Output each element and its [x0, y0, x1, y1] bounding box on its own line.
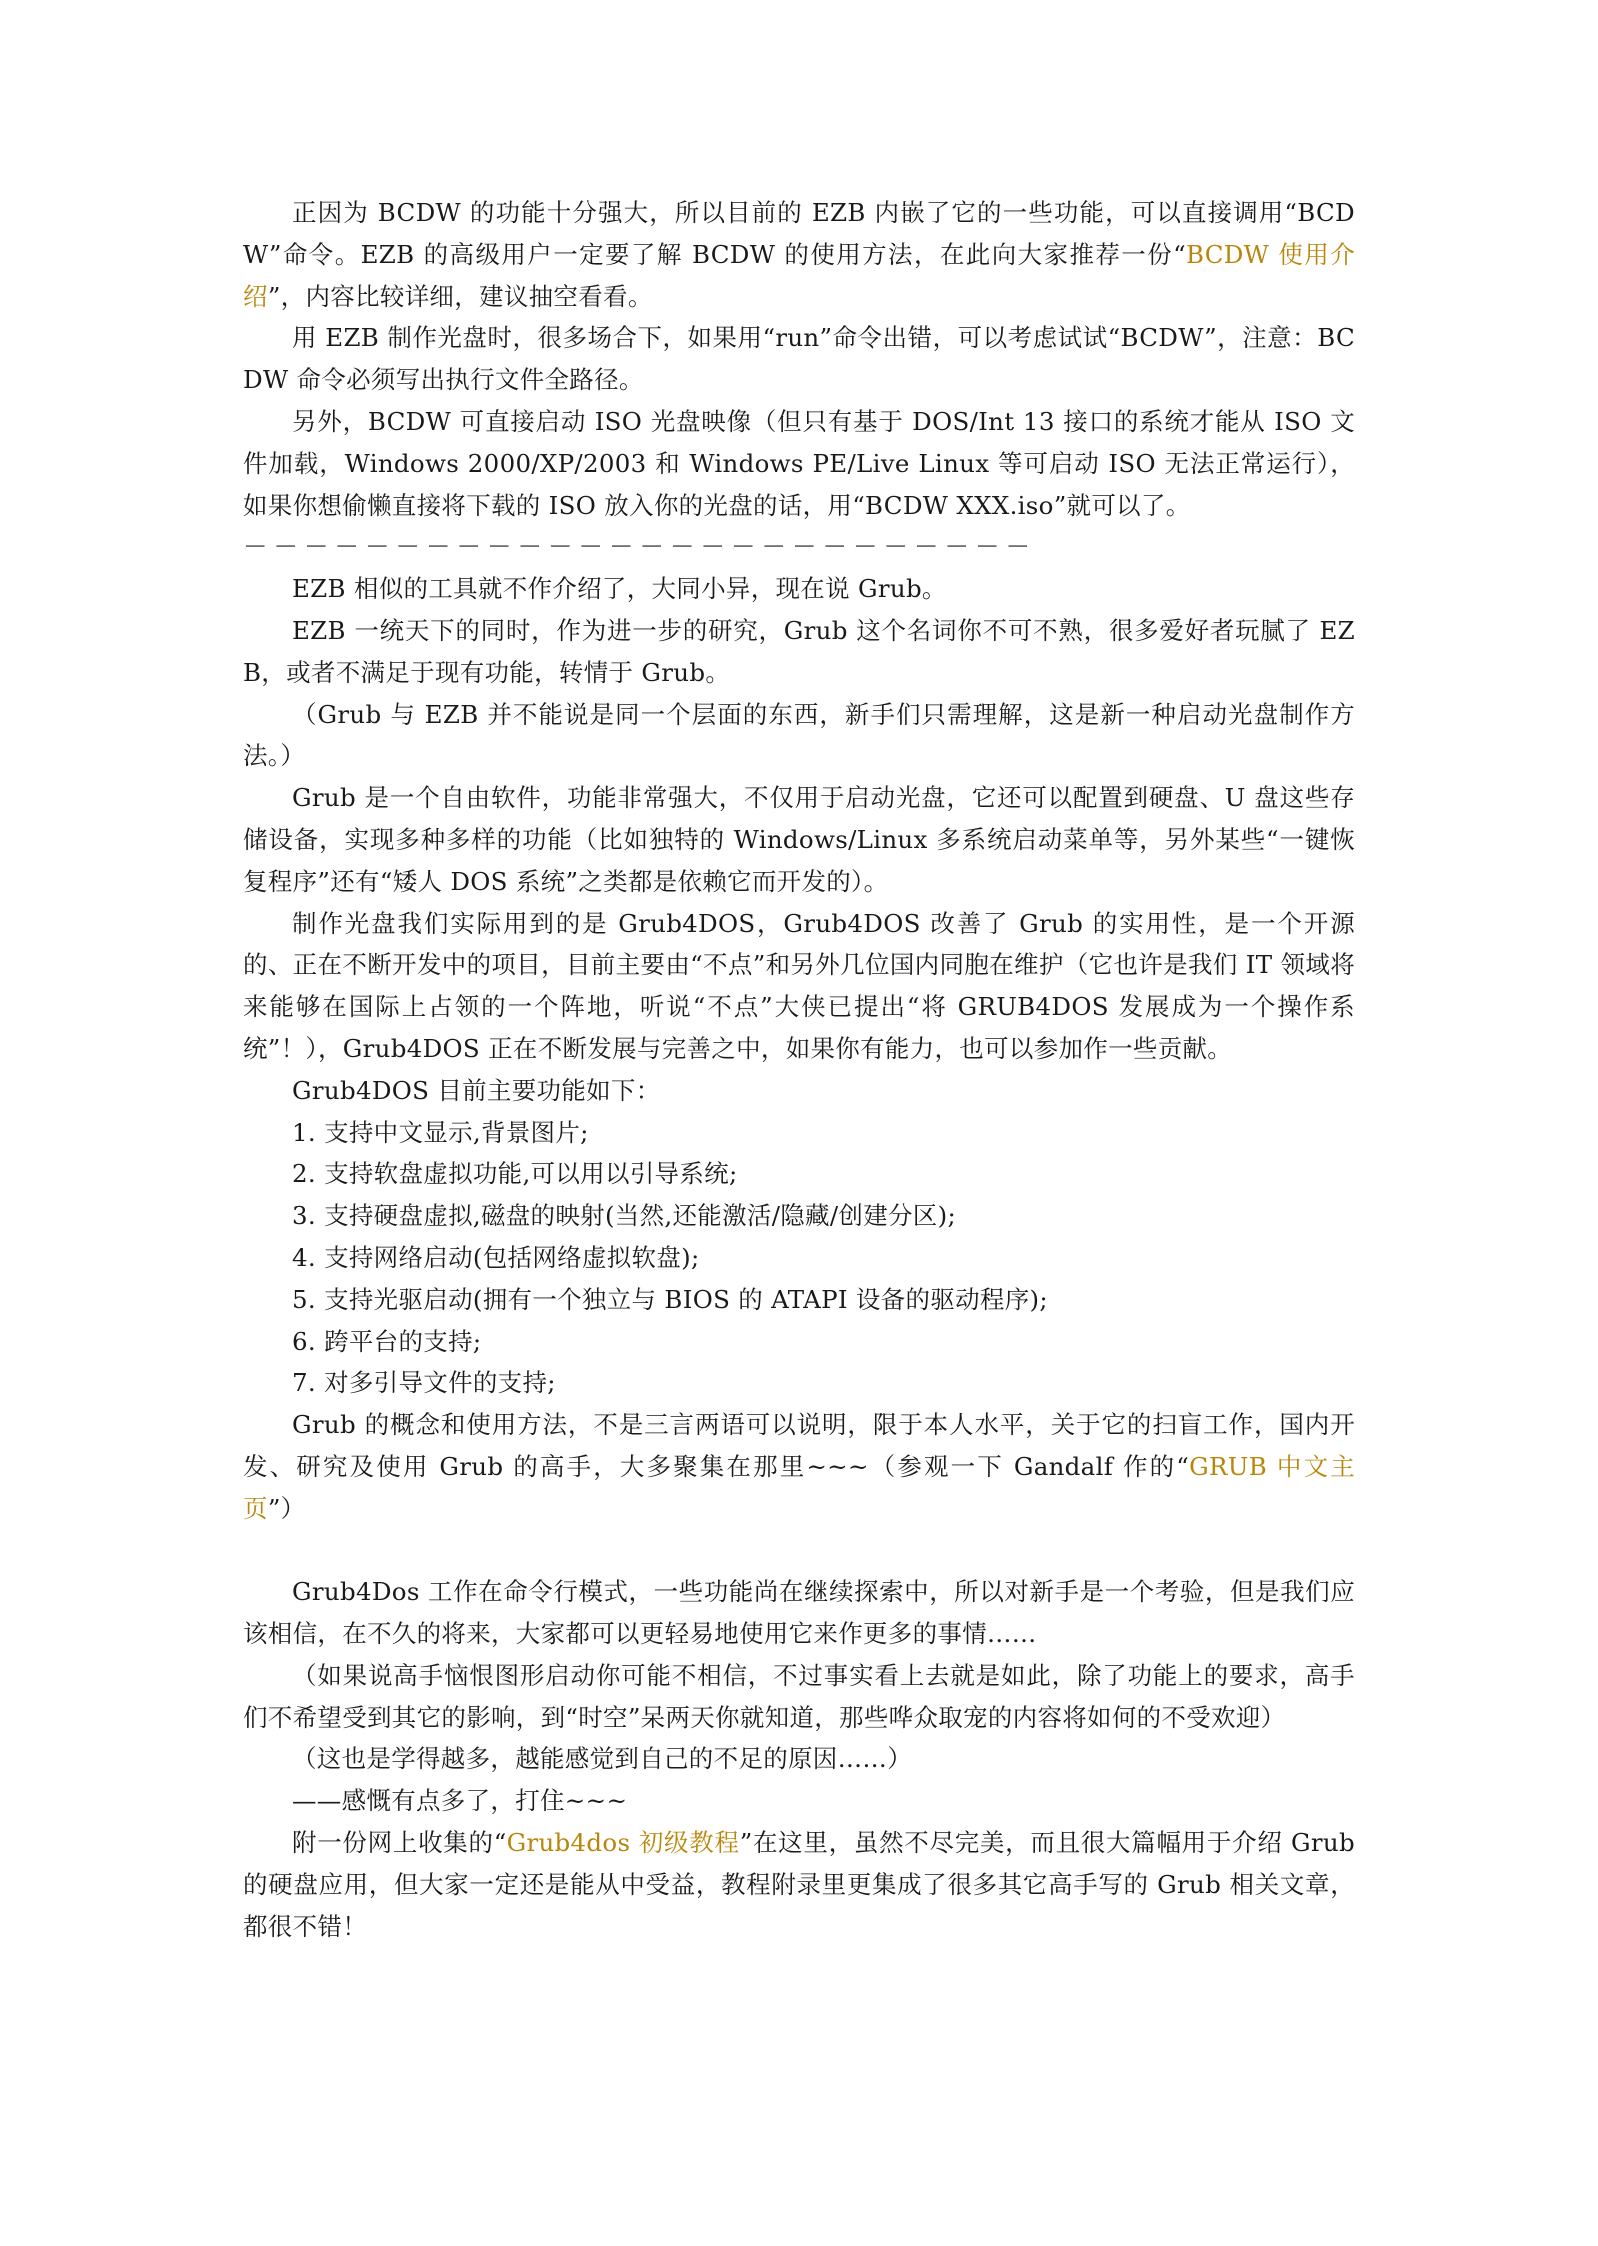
feature-item: 2. 支持软盘虚拟功能,可以用以引导系统;	[292, 1159, 738, 1189]
paragraph-text: ”）	[267, 1493, 306, 1523]
paragraph-grub-intro: EZB 一统天下的同时，作为进一步的研究，Grub 这个名词你不可不熟，很多爱好者玩腻了 EZB，或者不满足于现有功能，转情于 Grub。	[243, 615, 1355, 687]
paragraph-grub-concept	[243, 1404, 1355, 1529]
grub-chinese-homepage-link[interactable]: GRUB 中文主页	[243, 1451, 1356, 1523]
grub4dos-tutorial-link[interactable]: Grub4dos 初级教程	[506, 1828, 740, 1858]
paragraph-iso-boot: 另外，BCDW 可直接启动 ISO 光盘映像（但只有基于 DOS/Int 13 接口的系统才能从 ISO 文件加载，Windows 2000/XP/2003 和 Windows PE/Live Linux 等可启动 ISO 无法正常运行），如果你想偷懒直接将下载的 ISO 放入你的光盘的话，用“BCDW XXX.iso”就可以了。	[243, 406, 1355, 520]
feature-item: 3. 支持硬盘虚拟,磁盘的映射(当然,还能激活/隐藏/创建分区);	[292, 1201, 957, 1231]
paragraph-text: 附一份网上收集的“	[292, 1828, 507, 1858]
paragraph-tutorial	[243, 1822, 1355, 1947]
paragraph-learning: （这也是学得越多，越能感觉到自己的不足的原因……）	[292, 1744, 912, 1774]
paragraph-text: Grub 的概念和使用方法，不是三言两语可以说明，限于本人水平，关于它的扫盲工作，国内开发、研究及使用 Grub 的高手，大多聚集在那里~~~（参观一下 Gandalf 作的“	[243, 1410, 1355, 1481]
paragraph-text: 正因为 BCDW 的功能十分强大，所以目前的 EZB 内嵌了它的一些功能，可以直接调用“BCDW”命令。EZB 的高级用户一定要了解 BCDW 的使用方法，在此向大家推荐一份“	[243, 198, 1355, 269]
feature-item: 7. 对多引导文件的支持;	[292, 1368, 556, 1398]
section-divider: －－－－－－－－－－－－－－－－－－－－－－－－－－	[243, 532, 1036, 562]
bcdw-guide-link[interactable]: BCDW 使用介绍	[243, 239, 1355, 311]
paragraph-features-heading: Grub4DOS 目前主要功能如下：	[292, 1075, 661, 1105]
paragraph-stop: ——感慨有点多了，打住~~~	[292, 1786, 628, 1816]
paragraph-run-command: 用 EZB 制作光盘时，很多场合下，如果用“run”命令出错，可以考虑试试“BCDW”，注意：BCDW 命令必须写出执行文件全路径。	[243, 323, 1355, 395]
feature-item: 1. 支持中文显示,背景图片;	[292, 1117, 589, 1147]
paragraph-experts: （如果说高手恼恨图形启动你可能不相信，不过事实看上去就是如此，除了功能上的要求，高手们不希望受到其它的影响，到“时空”呆两天你就知道，那些哗众取宠的内容将如何的不受欢迎）	[243, 1660, 1355, 1732]
paragraph-ezb-tools: EZB 相似的工具就不作介绍了，大同小异，现在说 Grub。	[292, 574, 947, 604]
paragraph-text: ”，内容比较详细，建议抽空看看。	[267, 281, 653, 311]
document-body	[243, 192, 1355, 1947]
paragraph-command-line: Grub4Dos 工作在命令行模式，一些功能尚在继续探索中，所以对新手是一个考验，但是我们应该相信，在不久的将来，大家都可以更轻易地使用它来作更多的事情……	[243, 1577, 1355, 1649]
feature-item: 5. 支持光驱启动(拥有一个独立与 BIOS 的 ATAPI 设备的驱动程序);	[292, 1284, 1048, 1314]
paragraph-text: ”在这里，虽然不尽完美，而且很大篇幅用于介绍 Grub 的硬盘应用，但大家一定还是能从中受益，教程附录里更集成了很多其它高手写的 Grub 相关文章，都很不错！	[243, 1828, 1355, 1941]
paragraph-bcdw-intro	[243, 192, 1355, 317]
paragraph-grub-free-software: Grub 是一个自由软件，功能非常强大，不仅用于启动光盘，它还可以配置到硬盘、U 盘这些存储设备，实现多种多样的功能（比如独特的 Windows/Linux 多系统启动菜单等，另外某些“一键恢复程序”还有“矮人 DOS 系统”之类都是依赖它而开发的）。	[243, 783, 1355, 896]
feature-item: 6. 跨平台的支持;	[292, 1326, 482, 1356]
paragraph-grub-note: （Grub 与 EZB 并不能说是同一个层面的东西，新手们只需理解，这是新一种启动光盘制作方法。）	[243, 699, 1355, 771]
blank-line	[243, 1530, 1355, 1572]
feature-item: 4. 支持网络启动(包括网络虚拟软盘);	[292, 1242, 700, 1272]
paragraph-grub4dos: 制作光盘我们实际用到的是 Grub4DOS，Grub4DOS 改善了 Grub 的实用性，是一个开源的、正在不断开发中的项目，目前主要由“不点”和另外几位国内同胞在维护（它也许是我们 IT 领域将来能够在国际上占领的一个阵地，听说“不点”大侠已提出“将 GRUB4DOS 发展成为一个操作系统”！），Grub4DOS 正在不断发展与完善之中，如果你有能力，也可以参加作一些贡献。	[243, 908, 1355, 1063]
